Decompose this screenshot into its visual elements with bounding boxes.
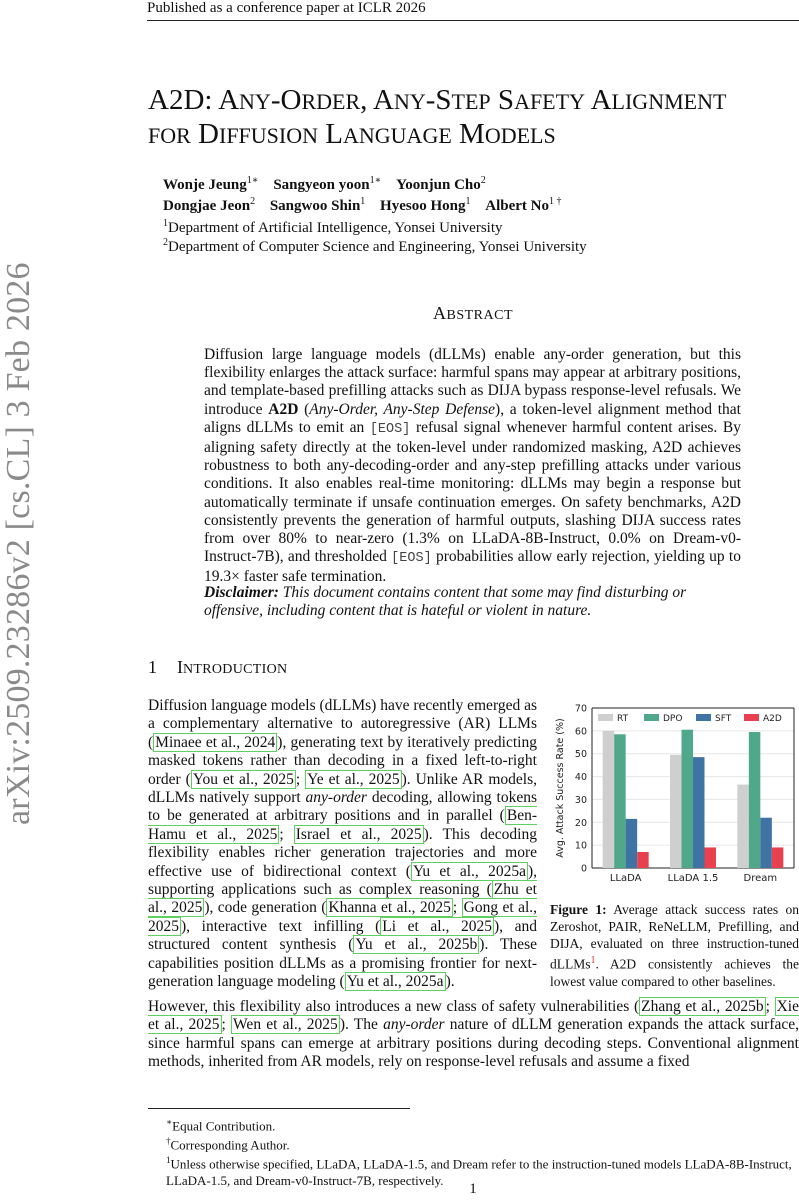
x-tick-label: Dream bbox=[743, 873, 778, 884]
bar-chart bbox=[550, 700, 799, 900]
citation-link[interactable]: Ben-Hamu et al., 2025 bbox=[148, 807, 537, 843]
intro-paragraph-2: However, this flexibility also introduces a new class of safety vulnerabilities ( Zhang et al., 2025b ; Xie et al., 2025 ; Wen et al., 2025 ). The any-order nature of dLLM generation expands the attack surface, since harmful spans can emerge at arbitrary positions during decoding steps. Conventional alignment methods, inherited from AR models, rely on response-level refusals and assume a fixed bbox=[148, 998, 799, 1071]
y-tick-label: 0 bbox=[580, 863, 587, 875]
bar-rt-dream bbox=[737, 785, 749, 868]
y-tick-label: 30 bbox=[574, 794, 587, 806]
citation-link[interactable]: Gong et al., 2025 bbox=[148, 899, 538, 935]
citation-link[interactable]: Ye et al., 2025 bbox=[307, 770, 400, 788]
paper-title bbox=[148, 84, 726, 152]
bar-dpo-llada-1-5 bbox=[682, 730, 694, 868]
citation-link[interactable]: Yu et al., 2025a bbox=[346, 973, 444, 991]
citation-link[interactable]: Zhang et al., 2025b bbox=[641, 998, 764, 1015]
page-number: 1 bbox=[469, 1181, 477, 1197]
footnote: $^1$Unless otherwise specified, LLaDA, LLaDA-1.5, and Dream refer to the instruction-tuned models LLaDA-8B-Instruct, LLaDA-1.5, and Dream-v0-Instruct-7B, respectively. bbox=[166, 1155, 792, 1189]
legend-swatch-rt bbox=[598, 714, 613, 721]
legend-label-rt: RT bbox=[617, 714, 629, 724]
author-row-1 bbox=[163, 175, 497, 194]
abstract-body: Diffusion large language models (dLLMs) enable any-order generation, but this flexibility enlarges the attack surface: harmful spans may appear at arbitrary positions, and template-based prefilling attacks such as DIJA bypass response-level refusals. We introduce A2D (Any-Order, Any-Step Defense), a token-level alignment method that aligns dLLMs to emit an [EOS] refusal signal whenever harmful content arises. By aligning safety directly at the token-level under randomized masking, A2D achieves robustness to both any-decoding-order and any-step prefilling attacks under various conditions. It also enables real-time monitoring: dLLMs may begin a response but automatically terminate if unsafe continuation emerges. On safety benchmarks, A2D consistently prevents the generation of harmful outputs, slashing DIJA success rates from over 80% to near-zero (1.3% on LLaDA-8B-Instruct, 0.0% on Dream-v0-Instruct-7B), and thresholded [EOS] probabilities allow early rejection, yielding up to 19.3× faster safe termination. bbox=[204, 346, 742, 586]
legend-label-dpo: DPO bbox=[663, 714, 683, 724]
bar-rt-llada-1-5 bbox=[670, 755, 682, 868]
y-tick-label: 40 bbox=[574, 772, 587, 784]
author: Albert $No^{1 \dagger}$ bbox=[485, 196, 562, 214]
x-tick-label: LLaDA bbox=[609, 873, 642, 884]
citation-link[interactable]: Khanna et al., 2025 bbox=[328, 899, 451, 917]
bar-a2d-dream bbox=[772, 847, 784, 868]
legend-label-sft: SFT bbox=[715, 714, 732, 724]
legend-swatch-sft bbox=[696, 714, 711, 721]
arxiv-watermark: arXiv:2509.23286v2 [cs.CL] 3 Feb 2026 bbox=[0, 262, 37, 825]
affiliation: $^2$Department of Computer Science and Engineering, Yonsei University bbox=[163, 237, 587, 255]
y-tick-label: 70 bbox=[574, 703, 587, 715]
figure-1-caption: Figure 1: Average attack success rates on Zeroshot, PAIR, ReNeLLM, Prefilling, and DIJA, evaluated on three instruction-tuned dLLMs$^1$. A2D consistently achieves the lowest value compared to other baselines. bbox=[550, 902, 799, 989]
citation-link[interactable]: Li et al., 2025 bbox=[382, 917, 492, 935]
citation-link[interactable]: Minaee et al., 2024 bbox=[155, 733, 276, 751]
author: Sangyeon yoon$^{1∗}$ bbox=[273, 175, 382, 193]
footnote-rule bbox=[148, 1108, 410, 1109]
title-line-1: A2D: ANY-ORDER, ANY-STEP SAFETY ALIGNMENT bbox=[148, 84, 727, 116]
footnote: †Corresponding Author. bbox=[166, 1136, 290, 1153]
bar-sft-llada-1-5 bbox=[693, 757, 705, 868]
legend-swatch-a2d bbox=[744, 714, 759, 721]
author: Dongjae Jeon$^2$ bbox=[163, 196, 256, 214]
citation-link[interactable]: Yu et al., 2025a bbox=[412, 862, 526, 880]
affiliation: $^1$Department of Artificial Intelligence, Yonsei University bbox=[163, 218, 503, 236]
footnote-ref[interactable]: 1 bbox=[590, 955, 596, 966]
author: Wonje Jeung$^{1∗}$ bbox=[163, 175, 259, 193]
author: Yoonjun Cho$^2$ bbox=[396, 175, 486, 193]
bar-a2d-llada-1-5 bbox=[705, 847, 717, 868]
x-tick-label: LLaDA 1.5 bbox=[667, 873, 719, 884]
conference-header: Published as a conference paper at ICLR 2026 bbox=[147, 0, 426, 16]
legend-swatch-dpo bbox=[644, 714, 659, 721]
bar-dpo-llada bbox=[614, 734, 626, 868]
y-tick-label: 50 bbox=[574, 749, 587, 761]
header-rule bbox=[147, 20, 799, 21]
citation-link[interactable]: Yu et al., 2025b bbox=[355, 936, 478, 954]
y-tick-label: 10 bbox=[574, 840, 587, 852]
author: Hyesoo Hong$^1$ bbox=[380, 196, 471, 214]
legend-label-a2d: A2D bbox=[763, 714, 782, 724]
citation-link[interactable]: Xie et al., 2025 bbox=[148, 998, 799, 1034]
bar-dpo-dream bbox=[749, 732, 761, 868]
bar-sft-dream bbox=[760, 818, 772, 868]
citation-link[interactable]: Zhu et al., 2025 bbox=[148, 881, 537, 917]
disclaimer: Disclaimer: This document contains content that some may find disturbing or offensive, including content that is hateful or violent in nature. bbox=[204, 584, 687, 620]
abstract-heading: ABSTRACT bbox=[432, 303, 513, 323]
footnote: ∗Equal Contribution. bbox=[166, 1117, 276, 1134]
bar-rt-llada bbox=[603, 731, 615, 868]
author: Sangwoo Shin$^1$ bbox=[269, 196, 366, 214]
figure-1-chart bbox=[550, 700, 799, 900]
author-row-2 bbox=[163, 196, 572, 215]
citation-link[interactable]: You et al., 2025 bbox=[192, 770, 294, 788]
y-axis-label: Avg. Attack Success Rate (%) bbox=[555, 718, 566, 858]
bar-a2d-llada bbox=[637, 852, 649, 868]
y-tick-label: 60 bbox=[574, 726, 587, 738]
y-tick-label: 20 bbox=[574, 817, 587, 829]
section-heading-introduction: 1 INTRODUCTION bbox=[148, 657, 288, 677]
bar-sft-llada bbox=[626, 819, 638, 868]
citation-link[interactable]: Wen et al., 2025 bbox=[233, 1016, 338, 1034]
title-line-2: FOR DIFFUSION LANGUAGE MODELS bbox=[148, 118, 556, 150]
intro-paragraph-1: Diffusion language models (dLLMs) have recently emerged as a complementary alternative to autoregressive (AR) LLMs ( Minaee et al., 2024 ), generating text by iteratively predicting masked tokens rather than decoding in a fixed left-to-right order ( You et al., 2025 ; Ye et al., 2025 ). Unlike AR models, dLLMs natively support any-order decoding, allowing tokens to be generated at arbitrary positions and in parallel ( Ben-Hamu et al., 2025 ; Israel et al., 2025 ). This decoding flexibility enables richer generation trajectories and more effective use of bidirectional context ( Yu et al., 2025a ), supporting applications such as complex reasoning ( Zhu et al., 2025 ), code generation ( Khanna et al., 2025 ; Gong et al., 2025 ), interactive text infilling ( Li et al., 2025 ), and structured content synthesis ( Yu et al., 2025b ). These capabilities position dLLMs as a promising frontier for next-generation language modeling ( Yu et al., 2025a ). bbox=[148, 697, 538, 991]
citation-link[interactable]: Israel et al., 2025 bbox=[295, 825, 422, 843]
